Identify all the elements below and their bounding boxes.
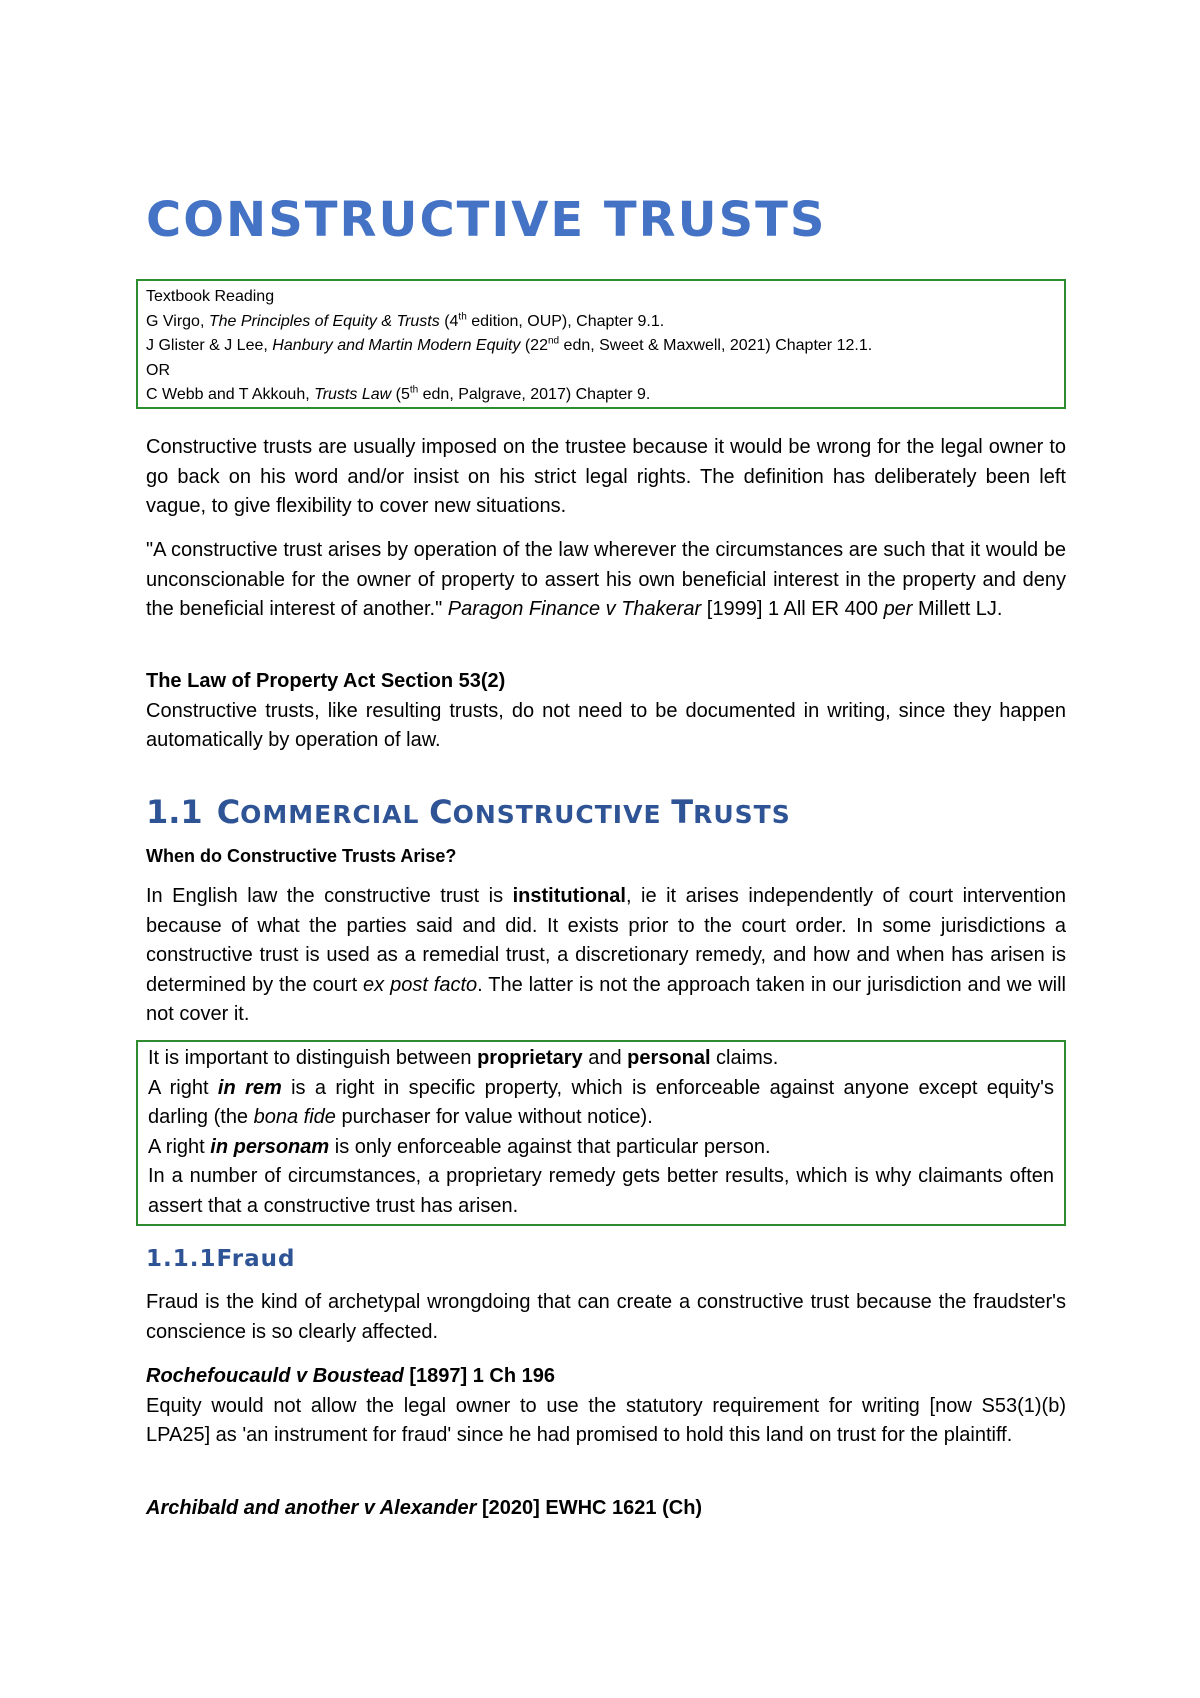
lpa-text: Constructive trusts, like resulting trusts, do not need to be documented in writing, since they happen automatically by operation of law. (146, 699, 1066, 751)
quote-paragraph: "A constructive trust arises by operation of the law wherever the circumstances are such that it would be unconscionable for the owner of property to assert his own beneficial interest in the property and deny the beneficial interest of another." Paragon Finance v Thakerar [1999] 1 All ER 400 per Millett LJ. (146, 539, 1066, 620)
lpa-section (146, 667, 1066, 756)
subheading-when-arise: When do Constructive Trusts Arise? (146, 846, 457, 866)
claims-line-2: A right in rem is a right in specific property, which is enforceable against anyone except equity's darling (the bona fide purchaser for value without notice). (148, 1076, 1054, 1128)
claims-line-1: It is important to distinguish between proprietary and personal claims. (148, 1047, 779, 1069)
case-archibald: Archibald and another v Alexander [2020] EWHC 1621 (Ch) (146, 1497, 703, 1519)
intro-paragraph: Constructive trusts are usually imposed on the trustee because it would be wrong for the legal owner to go back on his word and/or insist on his strict legal rights. The definition has deliberately been left vague, to give flexibility to cover new situations. (146, 436, 1066, 517)
textbook-reading-box (136, 279, 1066, 409)
case-rochefoucauld: Rochefoucauld v Boustead [1897] 1 Ch 196 Equity would not allow the legal owner to use the statutory requirement for writing [now S53(1)(b) LPA25] as 'an instrument for fraud' since he had promised to hold this land on trust for the plaintiff. (146, 1365, 1066, 1446)
page-title: CONSTRUCTIVE TRUSTS (146, 192, 827, 248)
reading-heading: Textbook Reading (146, 288, 275, 305)
claims-line-3: A right in personam is only enforceable against that particular person. (148, 1135, 771, 1158)
reading-item-glister: J Glister & J Lee, Hanbury and Martin Modern Equity (22nd edn, Sweet & Maxwell, 2021) Chapter 12.1. (146, 335, 873, 354)
reading-item-webb: C Webb and T Akkouh, Trusts Law (5th edn, Palgrave, 2017) Chapter 9. (146, 384, 651, 403)
section-heading-1-1: 1.1 COMMERCIAL CONSTRUCTIVE TRUSTS (146, 793, 791, 831)
case-name: Rochefoucauld v Boustead (146, 1365, 404, 1387)
case-name: Archibald and another v Alexander (146, 1497, 477, 1519)
section-heading-fraud: 1.1.1Fraud (146, 1246, 296, 1272)
reading-or: OR (146, 361, 170, 379)
institutional-paragraph: In English law the constructive trust is institutional, ie it arises independently of court intervention because of what the parties said and did. It exists prior to the court order. In some jurisdictions a constructive trust is used as a remedial trust, a discretionary remedy, and how and when has arisen is determined by the court ex post facto. The latter is not the approach taken in our jurisdiction and we will not cover it. (146, 885, 1066, 1025)
case-name: Paragon Finance v Thakerar (447, 598, 702, 620)
reading-item-virgo: G Virgo, The Principles of Equity & Trusts (4th edition, OUP), Chapter 9.1. (146, 311, 665, 330)
fraud-paragraph: Fraud is the kind of archetypal wrongdoing that can create a constructive trust because the fraudster's conscience is so clearly affected. (146, 1291, 1066, 1343)
claims-box (136, 1040, 1066, 1226)
lpa-heading: The Law of Property Act Section 53(2) (146, 670, 506, 692)
claims-line-4: In a number of circumstances, a proprietary remedy gets better results, which is why claimants often assert that a constructive trust has arisen. (148, 1165, 1054, 1217)
